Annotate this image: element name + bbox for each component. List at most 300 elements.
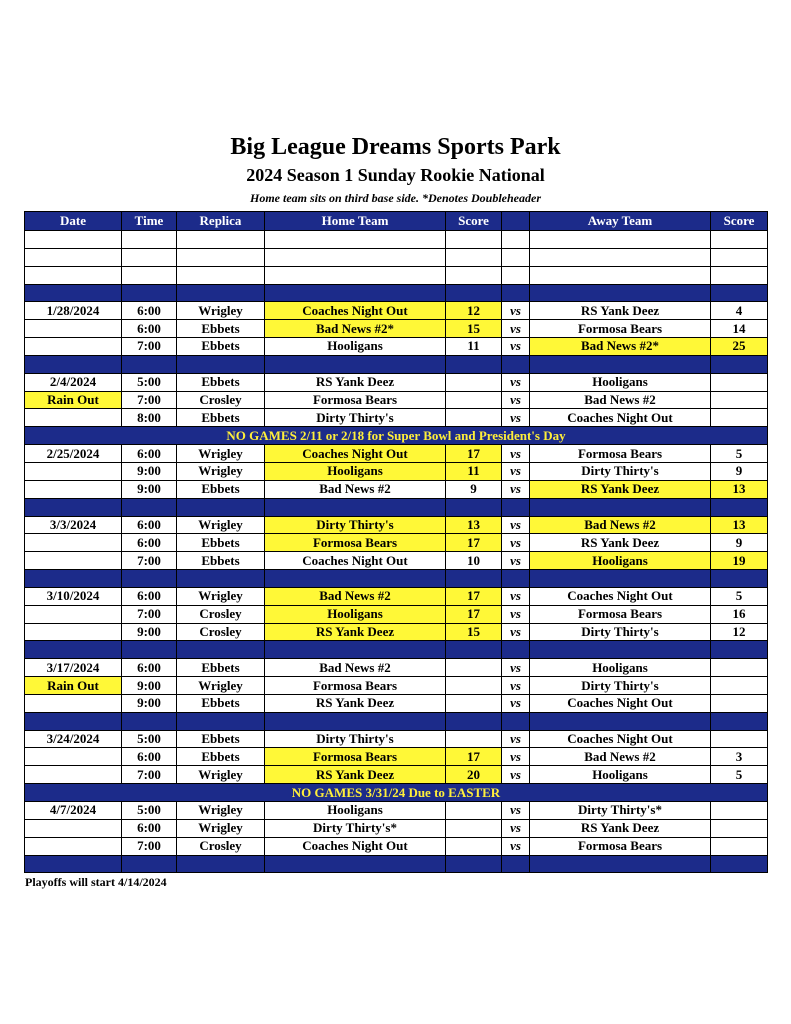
empty-cell — [502, 266, 530, 284]
vs-label: vs — [502, 605, 530, 623]
separator-cell — [265, 498, 446, 516]
separator-cell — [711, 712, 768, 730]
separator-cell — [530, 855, 711, 873]
game-time: 9:00 — [122, 677, 177, 695]
empty-cell — [177, 248, 265, 266]
home-team: Coaches Night Out — [265, 552, 446, 570]
vs-label: vs — [502, 391, 530, 409]
separator-row — [25, 284, 768, 302]
home-score: 13 — [446, 516, 502, 534]
game-row — [25, 587, 768, 605]
game-date: 2/4/2024 — [25, 373, 122, 391]
replica-field: Wrigley — [177, 819, 265, 837]
home-team: Coaches Night Out — [265, 445, 446, 463]
game-row — [25, 516, 768, 534]
separator-cell — [265, 284, 446, 302]
col-header-date: Date — [25, 212, 122, 231]
separator-cell — [122, 570, 177, 588]
away-team: Bad News #2* — [530, 338, 711, 356]
home-team: RS Yank Deez — [265, 694, 446, 712]
empty-cell — [530, 248, 711, 266]
game-date — [25, 409, 122, 427]
empty-cell — [446, 266, 502, 284]
home-score — [446, 694, 502, 712]
empty-cell — [122, 248, 177, 266]
empty-cell — [502, 248, 530, 266]
home-team: Dirty Thirty's* — [265, 819, 446, 837]
game-date: 3/10/2024 — [25, 587, 122, 605]
home-score — [446, 677, 502, 695]
game-row — [25, 445, 768, 463]
away-team: Coaches Night Out — [530, 694, 711, 712]
home-team: Hooligans — [265, 802, 446, 820]
away-team: Formosa Bears — [530, 605, 711, 623]
empty-cell — [265, 231, 446, 249]
game-date: 3/24/2024 — [25, 730, 122, 748]
replica-field: Wrigley — [177, 516, 265, 534]
away-score: 5 — [711, 587, 768, 605]
col-header-vs — [502, 212, 530, 231]
separator-cell — [265, 570, 446, 588]
vs-label: vs — [502, 534, 530, 552]
separator-cell — [711, 570, 768, 588]
separator-cell — [25, 641, 122, 659]
replica-field: Crosley — [177, 623, 265, 641]
game-row — [25, 837, 768, 855]
separator-cell — [711, 641, 768, 659]
home-team: RS Yank Deez — [265, 373, 446, 391]
away-team: Dirty Thirty's — [530, 623, 711, 641]
separator-cell — [502, 712, 530, 730]
game-row — [25, 677, 768, 695]
away-score — [711, 819, 768, 837]
away-team: RS Yank Deez — [530, 302, 711, 320]
away-team: RS Yank Deez — [530, 819, 711, 837]
empty-cell — [711, 248, 768, 266]
game-date — [25, 320, 122, 338]
game-row — [25, 302, 768, 320]
separator-cell — [446, 855, 502, 873]
vs-label: vs — [502, 302, 530, 320]
schedule-table — [24, 211, 768, 873]
home-team: Coaches Night Out — [265, 302, 446, 320]
home-team: Dirty Thirty's — [265, 516, 446, 534]
home-team: Formosa Bears — [265, 748, 446, 766]
away-team: Bad News #2 — [530, 391, 711, 409]
away-team: Coaches Night Out — [530, 730, 711, 748]
empty-cell — [530, 231, 711, 249]
vs-label: vs — [502, 766, 530, 784]
game-row — [25, 338, 768, 356]
empty-cell — [177, 231, 265, 249]
separator-row — [25, 355, 768, 373]
replica-field: Wrigley — [177, 802, 265, 820]
separator-cell — [265, 712, 446, 730]
separator-cell — [446, 284, 502, 302]
away-score — [711, 802, 768, 820]
separator-cell — [177, 570, 265, 588]
game-date: 2/25/2024 — [25, 445, 122, 463]
vs-label: vs — [502, 462, 530, 480]
away-team: Dirty Thirty's* — [530, 802, 711, 820]
game-row — [25, 694, 768, 712]
home-score: 15 — [446, 320, 502, 338]
notice-row — [25, 427, 768, 445]
separator-cell — [530, 284, 711, 302]
separator-cell — [711, 498, 768, 516]
away-team: Formosa Bears — [530, 320, 711, 338]
vs-label: vs — [502, 409, 530, 427]
game-row — [25, 462, 768, 480]
rain-out-label: Rain Out — [25, 391, 122, 409]
separator-cell — [530, 570, 711, 588]
separator-cell — [502, 498, 530, 516]
separator-cell — [502, 355, 530, 373]
empty-cell — [122, 266, 177, 284]
game-time: 7:00 — [122, 766, 177, 784]
game-row — [25, 320, 768, 338]
away-score: 14 — [711, 320, 768, 338]
vs-label: vs — [502, 445, 530, 463]
vs-label: vs — [502, 338, 530, 356]
game-time: 7:00 — [122, 605, 177, 623]
separator-cell — [530, 712, 711, 730]
separator-cell — [177, 498, 265, 516]
vs-label: vs — [502, 677, 530, 695]
game-date: 3/3/2024 — [25, 516, 122, 534]
col-header-home-team: Home Team — [265, 212, 446, 231]
separator-cell — [446, 570, 502, 588]
home-team: Bad News #2 — [265, 480, 446, 498]
away-score: 3 — [711, 748, 768, 766]
away-score — [711, 730, 768, 748]
away-score — [711, 677, 768, 695]
separator-cell — [502, 570, 530, 588]
no-games-notice: NO GAMES 2/11 or 2/18 for Super Bowl and President's Day — [25, 427, 768, 445]
game-time: 9:00 — [122, 480, 177, 498]
game-date — [25, 837, 122, 855]
home-team: Bad News #2 — [265, 587, 446, 605]
separator-cell — [711, 284, 768, 302]
replica-field: Crosley — [177, 391, 265, 409]
game-date — [25, 462, 122, 480]
separator-cell — [25, 855, 122, 873]
game-time: 6:00 — [122, 445, 177, 463]
away-score: 5 — [711, 766, 768, 784]
page-title: Big League Dreams Sports Park — [230, 134, 561, 160]
game-date — [25, 766, 122, 784]
replica-field: Ebbets — [177, 748, 265, 766]
separator-row — [25, 855, 768, 873]
game-time: 6:00 — [122, 587, 177, 605]
away-score — [711, 373, 768, 391]
game-date — [25, 694, 122, 712]
away-score: 9 — [711, 534, 768, 552]
away-score: 16 — [711, 605, 768, 623]
home-team: Coaches Night Out — [265, 837, 446, 855]
replica-field: Ebbets — [177, 480, 265, 498]
separator-row — [25, 712, 768, 730]
vs-label: vs — [502, 802, 530, 820]
away-team: RS Yank Deez — [530, 534, 711, 552]
game-row — [25, 659, 768, 677]
game-time: 6:00 — [122, 748, 177, 766]
game-time: 5:00 — [122, 802, 177, 820]
vs-label: vs — [502, 373, 530, 391]
playoffs-note: Playoffs will start 4/14/2024 — [25, 875, 167, 889]
game-date — [25, 748, 122, 766]
separator-cell — [711, 355, 768, 373]
game-date — [25, 552, 122, 570]
away-score: 4 — [711, 302, 768, 320]
page-subtitle: 2024 Season 1 Sunday Rookie National — [246, 165, 545, 185]
separator-cell — [265, 641, 446, 659]
game-time: 9:00 — [122, 694, 177, 712]
empty-cell — [446, 248, 502, 266]
separator-cell — [530, 355, 711, 373]
separator-cell — [122, 641, 177, 659]
away-score: 25 — [711, 338, 768, 356]
game-time: 6:00 — [122, 320, 177, 338]
empty-cell — [446, 231, 502, 249]
vs-label: vs — [502, 320, 530, 338]
home-score — [446, 837, 502, 855]
game-row — [25, 373, 768, 391]
home-score: 17 — [446, 445, 502, 463]
separator-cell — [177, 855, 265, 873]
away-team: Hooligans — [530, 659, 711, 677]
home-score: 10 — [446, 552, 502, 570]
home-score: 20 — [446, 766, 502, 784]
replica-field: Ebbets — [177, 730, 265, 748]
game-date — [25, 623, 122, 641]
game-time: 8:00 — [122, 409, 177, 427]
vs-label: vs — [502, 819, 530, 837]
away-score — [711, 409, 768, 427]
vs-label: vs — [502, 659, 530, 677]
empty-cell — [25, 248, 122, 266]
game-date: 4/7/2024 — [25, 802, 122, 820]
game-time: 7:00 — [122, 391, 177, 409]
separator-cell — [446, 498, 502, 516]
vs-label: vs — [502, 748, 530, 766]
header-row — [25, 212, 768, 231]
replica-field: Wrigley — [177, 677, 265, 695]
separator-cell — [25, 284, 122, 302]
col-header-time: Time — [122, 212, 177, 231]
empty-row — [25, 248, 768, 266]
separator-cell — [177, 355, 265, 373]
away-team: Dirty Thirty's — [530, 462, 711, 480]
empty-cell — [711, 231, 768, 249]
home-score: 12 — [446, 302, 502, 320]
away-score: 9 — [711, 462, 768, 480]
away-team: Bad News #2 — [530, 748, 711, 766]
away-score — [711, 391, 768, 409]
game-date — [25, 819, 122, 837]
game-row — [25, 766, 768, 784]
empty-cell — [25, 266, 122, 284]
seating-note: Home team sits on third base side. *Denotes Doubleheader — [250, 191, 541, 205]
away-team: Coaches Night Out — [530, 587, 711, 605]
separator-cell — [25, 712, 122, 730]
separator-cell — [177, 641, 265, 659]
home-team: Dirty Thirty's — [265, 730, 446, 748]
separator-cell — [265, 855, 446, 873]
game-time: 9:00 — [122, 623, 177, 641]
home-score — [446, 819, 502, 837]
replica-field: Ebbets — [177, 694, 265, 712]
empty-cell — [25, 231, 122, 249]
away-team: Dirty Thirty's — [530, 677, 711, 695]
game-time: 6:00 — [122, 659, 177, 677]
vs-label: vs — [502, 623, 530, 641]
separator-cell — [446, 641, 502, 659]
game-date — [25, 338, 122, 356]
home-team: RS Yank Deez — [265, 623, 446, 641]
separator-cell — [122, 498, 177, 516]
home-team: Bad News #2* — [265, 320, 446, 338]
empty-cell — [265, 248, 446, 266]
home-team: Formosa Bears — [265, 534, 446, 552]
separator-cell — [122, 855, 177, 873]
game-row — [25, 605, 768, 623]
empty-cell — [177, 266, 265, 284]
replica-field: Ebbets — [177, 373, 265, 391]
game-row — [25, 534, 768, 552]
replica-field: Ebbets — [177, 659, 265, 677]
separator-row — [25, 570, 768, 588]
game-time: 6:00 — [122, 302, 177, 320]
separator-cell — [502, 855, 530, 873]
away-team: Formosa Bears — [530, 445, 711, 463]
vs-label: vs — [502, 587, 530, 605]
game-time: 6:00 — [122, 534, 177, 552]
home-score: 17 — [446, 605, 502, 623]
home-score — [446, 373, 502, 391]
away-score: 12 — [711, 623, 768, 641]
separator-row — [25, 498, 768, 516]
home-team: Hooligans — [265, 462, 446, 480]
replica-field: Ebbets — [177, 320, 265, 338]
away-score — [711, 837, 768, 855]
separator-cell — [265, 355, 446, 373]
game-row — [25, 552, 768, 570]
separator-cell — [711, 855, 768, 873]
col-header-away-score: Score — [711, 212, 768, 231]
home-team: Formosa Bears — [265, 391, 446, 409]
game-date — [25, 534, 122, 552]
away-score: 5 — [711, 445, 768, 463]
separator-cell — [25, 498, 122, 516]
away-score: 13 — [711, 516, 768, 534]
away-score: 19 — [711, 552, 768, 570]
home-score — [446, 730, 502, 748]
separator-cell — [177, 712, 265, 730]
away-team: Bad News #2 — [530, 516, 711, 534]
vs-label: vs — [502, 837, 530, 855]
home-team: RS Yank Deez — [265, 766, 446, 784]
vs-label: vs — [502, 694, 530, 712]
game-time: 9:00 — [122, 462, 177, 480]
game-row — [25, 730, 768, 748]
game-time: 7:00 — [122, 552, 177, 570]
game-date: 1/28/2024 — [25, 302, 122, 320]
separator-cell — [122, 355, 177, 373]
game-date — [25, 605, 122, 623]
col-header-home-score: Score — [446, 212, 502, 231]
separator-cell — [530, 498, 711, 516]
home-score: 11 — [446, 338, 502, 356]
separator-cell — [502, 284, 530, 302]
replica-field: Ebbets — [177, 534, 265, 552]
away-team: Hooligans — [530, 552, 711, 570]
vs-label: vs — [502, 552, 530, 570]
game-date: 3/17/2024 — [25, 659, 122, 677]
rain-out-label: Rain Out — [25, 677, 122, 695]
away-team: Formosa Bears — [530, 837, 711, 855]
home-score: 17 — [446, 587, 502, 605]
home-score: 17 — [446, 748, 502, 766]
replica-field: Wrigley — [177, 302, 265, 320]
schedule-body — [25, 231, 768, 873]
home-score — [446, 391, 502, 409]
game-row — [25, 802, 768, 820]
separator-cell — [25, 355, 122, 373]
no-games-notice: NO GAMES 3/31/24 Due to EASTER — [25, 784, 768, 802]
home-score: 17 — [446, 534, 502, 552]
replica-field: Wrigley — [177, 462, 265, 480]
home-score: 11 — [446, 462, 502, 480]
replica-field: Ebbets — [177, 552, 265, 570]
separator-row — [25, 641, 768, 659]
empty-cell — [711, 266, 768, 284]
replica-field: Wrigley — [177, 587, 265, 605]
empty-cell — [265, 266, 446, 284]
separator-cell — [446, 355, 502, 373]
game-time: 7:00 — [122, 837, 177, 855]
empty-row — [25, 231, 768, 249]
separator-cell — [122, 712, 177, 730]
game-date — [25, 480, 122, 498]
vs-label: vs — [502, 516, 530, 534]
empty-cell — [530, 266, 711, 284]
game-time: 5:00 — [122, 373, 177, 391]
replica-field: Wrigley — [177, 766, 265, 784]
game-time: 7:00 — [122, 338, 177, 356]
separator-cell — [530, 641, 711, 659]
separator-cell — [122, 284, 177, 302]
away-team: Coaches Night Out — [530, 409, 711, 427]
separator-cell — [25, 570, 122, 588]
col-header-away-team: Away Team — [530, 212, 711, 231]
away-team: Hooligans — [530, 373, 711, 391]
empty-cell — [502, 231, 530, 249]
home-score: 9 — [446, 480, 502, 498]
vs-label: vs — [502, 730, 530, 748]
game-row — [25, 623, 768, 641]
notice-row — [25, 784, 768, 802]
game-row — [25, 391, 768, 409]
game-row — [25, 819, 768, 837]
game-time: 6:00 — [122, 516, 177, 534]
home-score — [446, 409, 502, 427]
replica-field: Ebbets — [177, 338, 265, 356]
game-time: 6:00 — [122, 819, 177, 837]
game-time: 5:00 — [122, 730, 177, 748]
away-team: RS Yank Deez — [530, 480, 711, 498]
away-team: Hooligans — [530, 766, 711, 784]
